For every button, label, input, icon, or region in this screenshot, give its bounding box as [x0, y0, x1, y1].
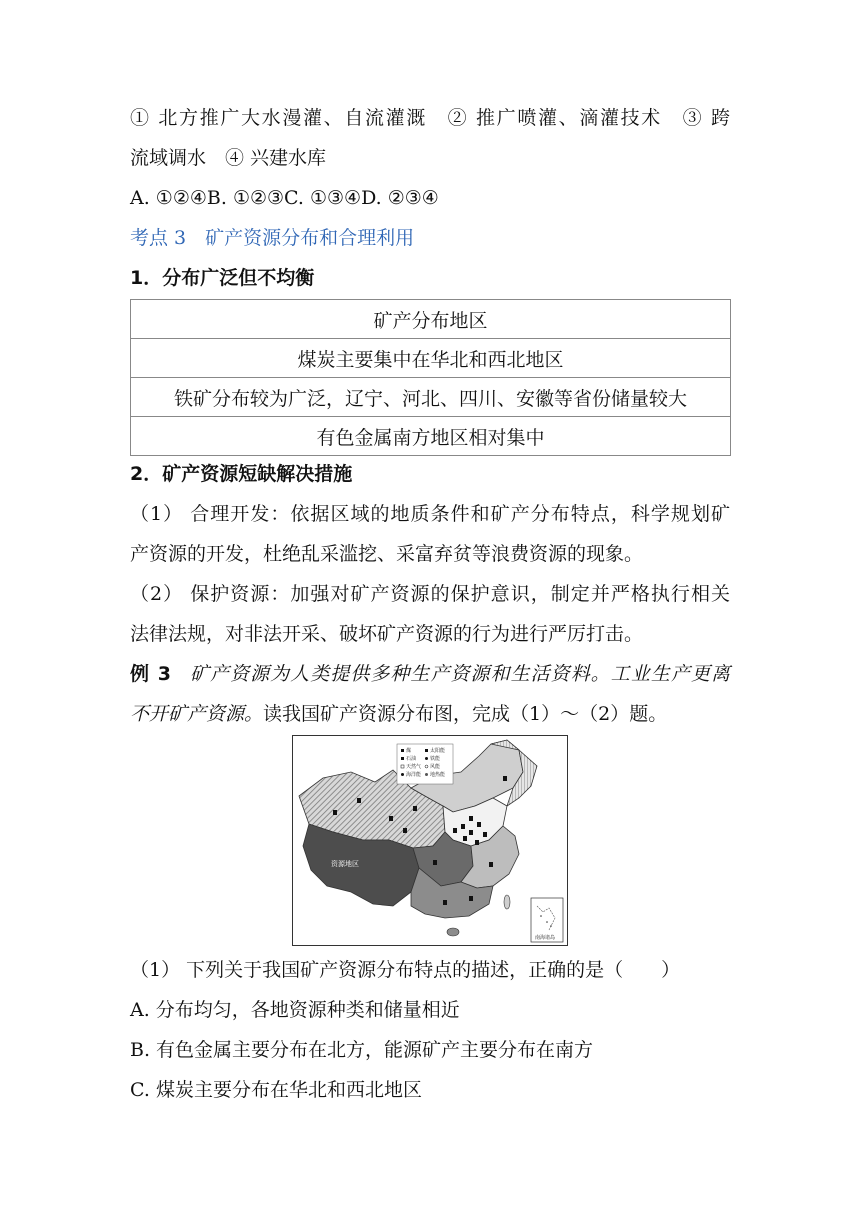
example-line-2	[130, 700, 730, 728]
inset-label: 南海诸岛	[535, 935, 556, 941]
point-1-heading: 1．分布广泛但不均衡	[130, 267, 315, 289]
table-row	[131, 417, 731, 456]
mineral-distribution-table	[130, 299, 731, 456]
table-cell: 铁矿分布较为广泛，辽宁、河北、四川、安徽等省份储量较大	[131, 378, 731, 417]
measure-1-line-1: （1） 合理开发：依据区域的地质条件和矿产分布特点，科学规划矿	[130, 503, 730, 525]
legend-gas: 天然气	[406, 764, 422, 770]
options-line-1: ① 北方推广大水漫灌、自流灌溉 ② 推广喷灌、滴灌技术 ③ 跨	[130, 107, 730, 129]
map-legend	[397, 744, 453, 784]
table-row	[131, 378, 731, 417]
point-2-heading: 2．矿产资源短缺解决措施	[130, 463, 353, 485]
measure-2-line-1: （2） 保护资源：加强对矿产资源的保护意识，制定并严格执行相关	[130, 583, 730, 605]
example-line-1	[130, 660, 730, 688]
answer-choices: A. ①②④B. ①②③C. ①③④D. ②③④	[130, 187, 439, 209]
table-cell: 有色金属南方地区相对集中	[131, 417, 731, 456]
example-text-1: 矿产资源为人类提供多种生产资源和生活资料。工业生产更离	[190, 663, 730, 685]
table-header-row	[131, 300, 731, 339]
table-cell: 煤炭主要集中在华北和西北地区	[131, 339, 731, 378]
measure-1-line-2: 产资源的开发，杜绝乱采滥挖、采富弃贫等浪费资源的现象。	[130, 543, 644, 565]
table-row	[131, 339, 731, 378]
question-1-option-a: A. 分布均匀，各地资源种类和储量相近	[130, 999, 460, 1021]
example-label: 例 3	[130, 663, 171, 685]
legend-geothermal: 地热能	[430, 772, 446, 778]
region-label: 资源地区	[331, 860, 359, 868]
hainan-island	[447, 928, 459, 936]
section-heading: 考点 3 矿产资源分布和合理利用	[130, 227, 415, 249]
legend-oil: 石油	[406, 756, 417, 762]
table-header-cell: 矿产分布地区	[131, 300, 731, 339]
legend-ocean: 海洋能	[406, 772, 422, 778]
measure-2-line-2: 法律法规，对非法开采、破坏矿产资源的行为进行严厉打击。	[130, 623, 644, 645]
question-1-option-b: B. 有色金属主要分布在北方，能源矿产主要分布在南方	[130, 1039, 594, 1061]
question-1-option-c: C. 煤炭主要分布在华北和西北地区	[130, 1079, 422, 1101]
example-text-2b: 读我国矿产资源分布图，完成（1）～（2）题。	[263, 703, 668, 725]
legend-wind: 风能	[430, 764, 441, 770]
options-line-2: 流域调水 ④ 兴建水库	[130, 147, 327, 169]
legend-solar: 太阳能	[430, 748, 446, 754]
china-map-svg	[293, 736, 567, 945]
mineral-resource-map	[292, 735, 568, 946]
taiwan-island	[504, 895, 510, 909]
south-china-sea-inset	[531, 898, 563, 942]
example-text-2a: 不开矿产资源。	[130, 703, 264, 725]
legend-iron: 铁能	[430, 756, 441, 762]
question-1-stem: （1） 下列关于我国矿产资源分布特点的描述，正确的是（ ）	[130, 959, 681, 981]
legend-coal: 煤	[406, 748, 412, 754]
